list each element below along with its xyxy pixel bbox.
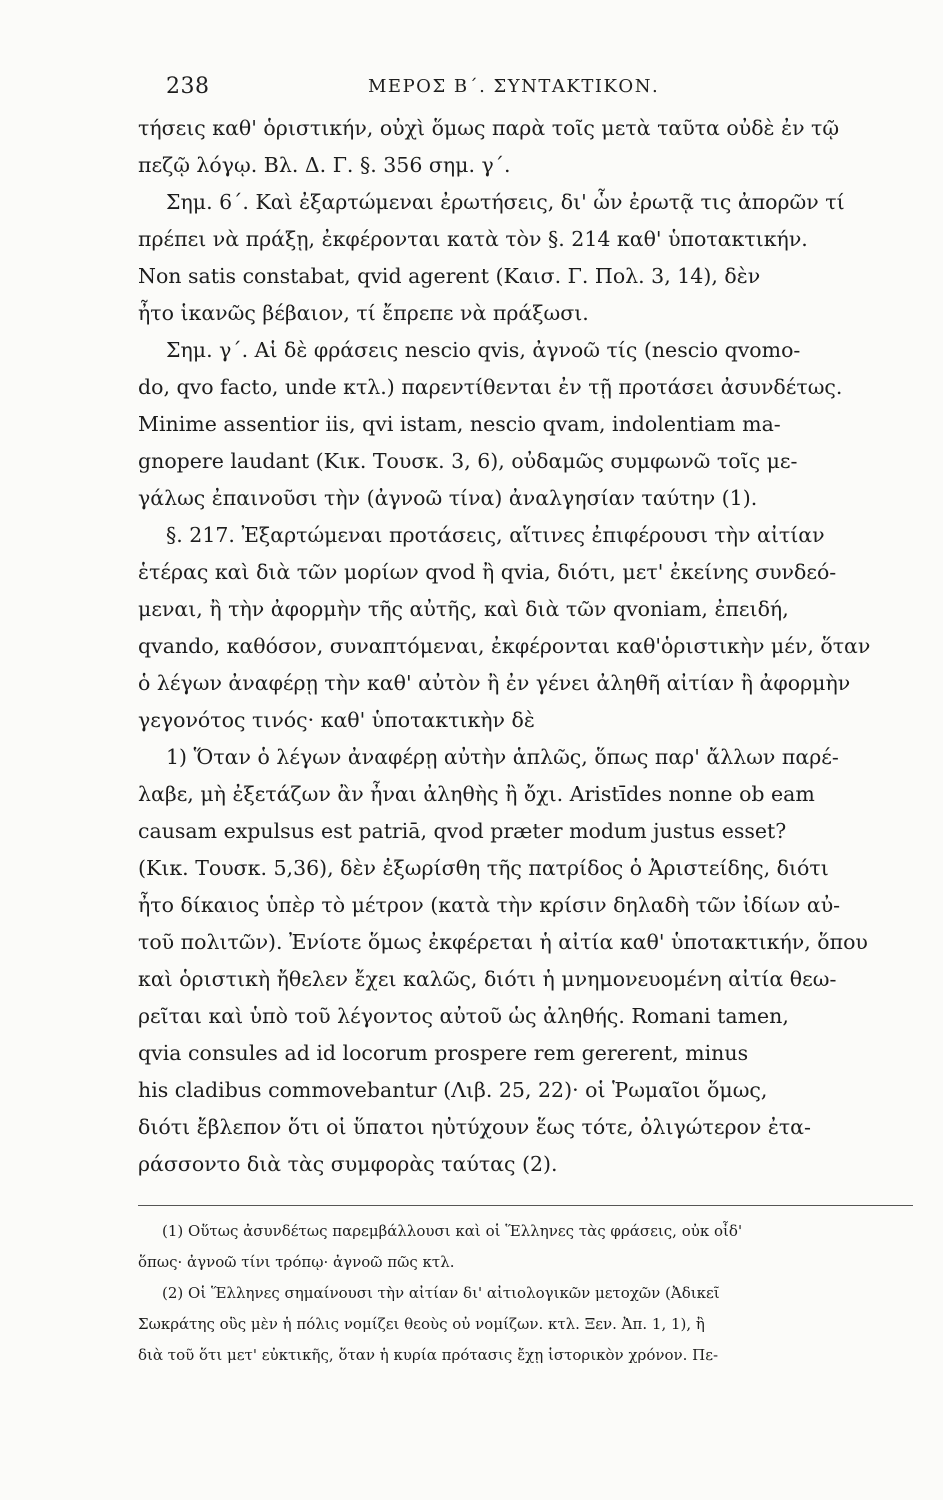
main-text <box>138 110 918 1183</box>
text-line: Non satis constabat, qvid agerent (Καισ. Γ. Πολ. 3, 14), δὲν <box>138 264 761 288</box>
text-line: διότι ἔβλεπον ὅτι οἱ ὕπατοι ηὐτύχουν ἕως τότε, ὀλιγώτερον ἐτα- <box>138 1115 811 1139</box>
text-line: μεναι, ἢ τὴν ἀφορμὴν τῆς αὐτῆς, καὶ διὰ τῶν qvoniam, ἐπειδή, <box>138 597 789 621</box>
text-line: καὶ ὁριστικὴ ἤθελεν ἔχει καλῶς, διότι ἡ μνημονευομένη αἰτία θεω- <box>138 967 837 991</box>
text-line: γάλως ἐπαινοῦσι τὴν (ἀγνοῶ τίνα) ἀναλγησίαν ταύτην (1). <box>138 486 758 510</box>
footnote-line: (1) Οὕτως ἀσυνδέτως παρεμβάλλουσι καὶ οἱ Ἕλληνες τὰς φράσεις, οὐκ οἶδ' <box>162 1222 743 1240</box>
text-line: ρεῖται καὶ ὑπὸ τοῦ λέγοντος αὐτοῦ ὡς ἀληθής. Romani tamen, <box>138 1004 789 1028</box>
text-line: (Κικ. Τουσκ. 5,36), δὲν ἐξωρίσθη τῆς πατρίδος ὁ Ἀριστείδης, διότι <box>138 856 829 880</box>
text-line: πρέπει νὰ πράξῃ, ἐκφέρονται κατὰ τὸν §. 214 καθ' ὑποτακτικήν. <box>138 227 808 251</box>
text-line: τοῦ πολιτῶν). Ἐνίοτε ὅμως ἐκφέρεται ἡ αἰτία καθ' ὑποτακτικήν, ὅπου <box>138 930 868 954</box>
running-head <box>138 70 918 106</box>
text-line: 1) Ὅταν ὁ λέγων ἀναφέρῃ αὐτὴν ἁπλῶς, ὅπως παρ' ἄλλων παρέ- <box>166 745 839 769</box>
text-line: §. 217. Ἐξαρτώμεναι προτάσεις, αἵτινες ἐπιφέρουσι τὴν αἰτίαν <box>166 523 825 547</box>
footnote-line: Σωκράτης οὓς μὲν ἡ πόλις νομίζει θεοὺς οὐ νομίζων. κτλ. Ξεν. Ἀπ. 1, 1), ἢ <box>138 1315 705 1333</box>
text-line: ὁ λέγων ἀναφέρῃ τὴν καθ' αὐτὸν ἢ ἐν γένει ἀληθῆ αἰτίαν ἢ ἀφορμὴν <box>138 671 851 695</box>
footnote-line: (2) Οἱ Ἕλληνες σημαίνουσι τὴν αἰτίαν δι' αἰτιολογικῶν μετοχῶν (Ἀδικεῖ <box>162 1284 720 1302</box>
book-page <box>138 70 918 1371</box>
text-line: gnopere laudant (Κικ. Τουσκ. 3, 6), οὐδαμῶς συμφωνῶ τοῖς με- <box>138 449 798 473</box>
footnote-divider <box>138 1205 913 1206</box>
text-line: ράσσοντο διὰ τὰς συμφορὰς ταύτας (2). <box>138 1152 558 1176</box>
text-line: Σημ. γ΄. Αἱ δὲ φράσεις nescio qvis, ἀγνοῶ τίς (nescio qvomo- <box>166 338 801 362</box>
section-title: ΜΕΡΟΣ Β΄. ΣΥΝΤΑΚΤΙΚΟΝ. <box>368 76 660 97</box>
text-line: τήσεις καθ' ὁριστικήν, οὐχὶ ὅμως παρὰ τοῖς μετὰ ταῦτα οὐδὲ ἐν τῷ <box>138 116 840 140</box>
text-line: his cladibus commovebantur (Λιβ. 25, 22)· οἱ Ῥωμαῖοι ὅμως, <box>138 1078 768 1102</box>
text-line: πεζῷ λόγῳ. Βλ. Δ. Γ. §. 356 σημ. γ΄. <box>138 153 511 177</box>
text-line: Minime assentior iis, qvi istam, nescio qvam, indolentiam ma- <box>138 412 781 436</box>
text-line: γεγονότος τινός· καθ' ὑποτακτικὴν δὲ <box>138 708 535 732</box>
text-line: Σημ. 6΄. Καὶ ἐξαρτώμεναι ἐρωτήσεις, δι' ὧν ἐρωτᾷ τις ἀπορῶν τί <box>166 190 845 214</box>
text-line: qvando, καθόσον, συναπτόμεναι, ἐκφέρονται καθ'ὁριστικὴν μέν, ὅταν <box>138 634 871 658</box>
footnote-line: διὰ τοῦ ὅτι μετ' εὐκτικῆς, ὅταν ἡ κυρία πρότασις ἔχῃ ἱστορικὸν χρόνον. Πε- <box>138 1346 719 1364</box>
text-line: causam expulsus est patriā, qvod præter modum justus esset? <box>138 819 787 843</box>
footnote-line: ὅπως· ἀγνοῶ τίνι τρόπῳ· ἀγνοῶ πῶς κτλ. <box>138 1253 455 1271</box>
text-line: do, qvo facto, unde κτλ.) παρεντίθενται ἐν τῇ προτάσει ἀσυνδέτως. <box>138 375 843 399</box>
page-number: 238 <box>166 74 210 99</box>
text-line: ἦτο ἱκανῶς βέβαιον, τί ἔπρεπε νὰ πράξωσι. <box>138 301 589 325</box>
text-line: λαβε, μὴ ἐξετάζων ἂν ἦναι ἀληθὴς ἢ ὄχι. Aristīdes nonne ob eam <box>138 782 815 806</box>
text-line: qvia consules ad id locorum prospere rem gererent, minus <box>138 1041 749 1065</box>
text-line: ἑτέρας καὶ διὰ τῶν μορίων qvod ἢ qvia, διότι, μετ' ἐκείνης συνδεό- <box>138 560 837 584</box>
footnotes <box>138 1216 918 1371</box>
text-line: ἦτο δίκαιος ὑπὲρ τὸ μέτρον (κατὰ τὴν κρίσιν δηλαδὴ τῶν ἰδίων αὐ- <box>138 893 841 917</box>
